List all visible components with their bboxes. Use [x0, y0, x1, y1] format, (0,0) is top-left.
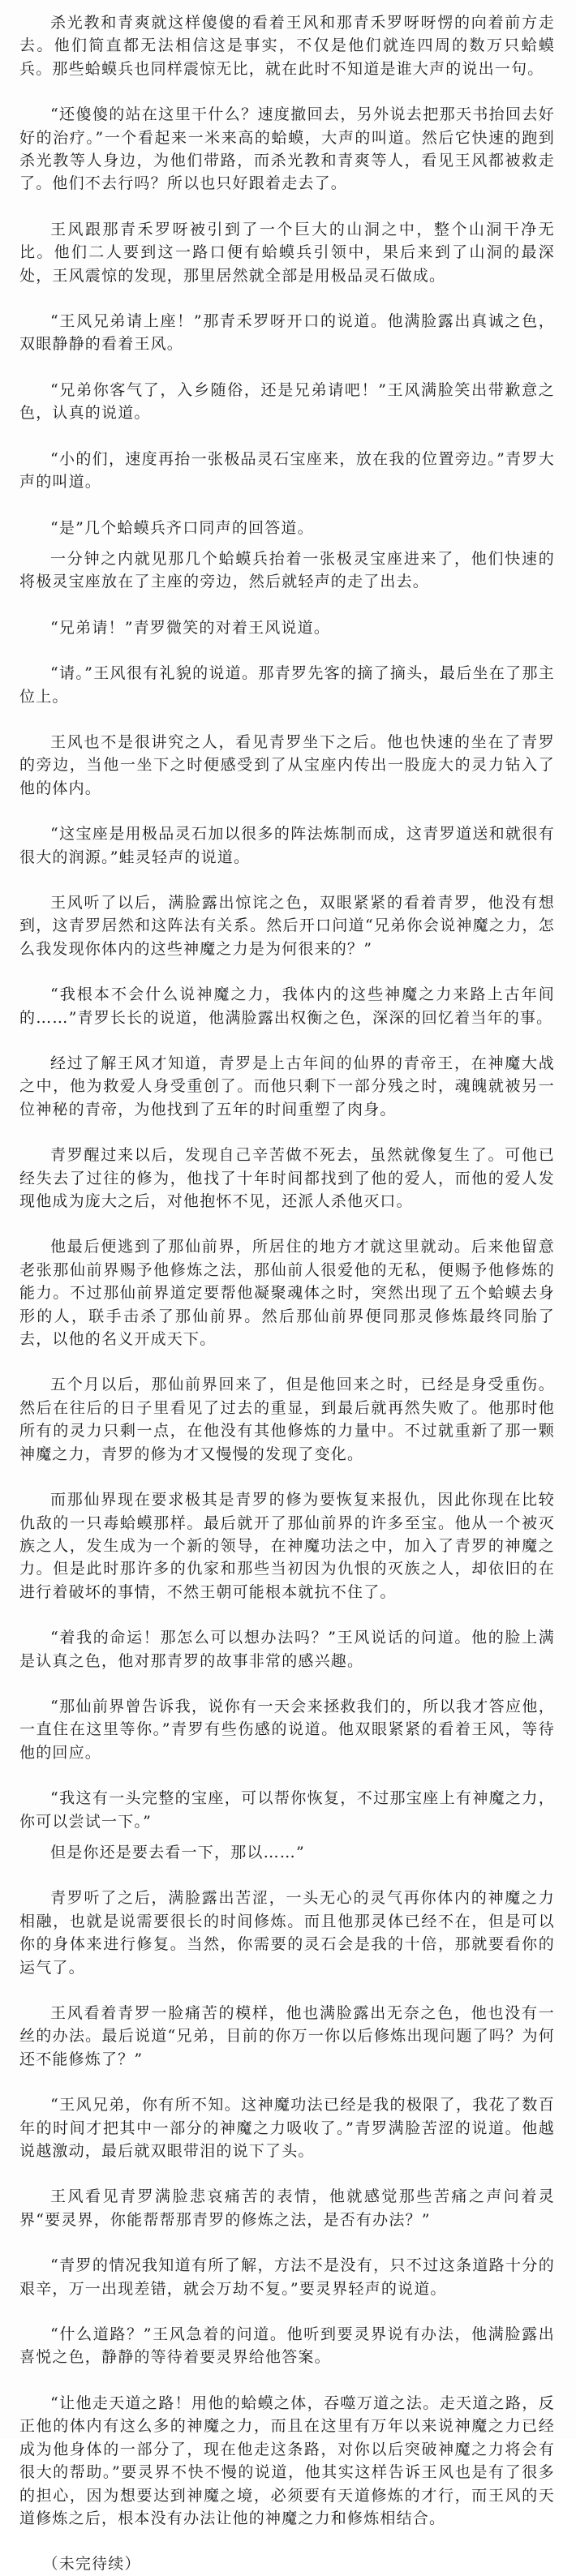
paragraph: 王风看见青罗满脸悲哀痛苦的表情，他就感觉那些苦痛之声问着灵界“要灵界，你能帮帮那青罗的修炼之法，是否有办法？” — [19, 2187, 555, 2229]
paragraph: “兄弟你客气了，入乡随俗，还是兄弟请吧！”王风满脸笑出带歉意之色，认真的说道。 — [19, 380, 555, 423]
paragraph: 王风跟那青禾罗呀被引到了一个巨大的山洞之中，整个山洞干净无比。他们二人要到这一路口便有蛤蟆兵引领中，果后来到了山洞的最深处，王风震惊的发现，那里居然就全部是用极品灵石做成。 — [19, 220, 555, 285]
paragraph: 但是你还是要去看一下，那以……” — [50, 1843, 305, 1861]
paragraph: 杀光教和青爽就这样傻傻的看着王风和那青禾罗呀呀愣的向着前方走去。他们简直都无法相信这是事实，不仅是他们就连四周的数万只蛤蟆兵。那些蛤蟆兵也同样震惊无比，就在此时不知道是谁大声的说出一句。 — [19, 14, 555, 78]
paragraph: “那仙前界曾告诉我，说你有一天会来拯救我们的，所以我才答应他，一直住在这里等你。”青罗有些伤感的说道。他双眼紧紧的看着王风，等待他的回应。 — [19, 1697, 555, 1762]
paragraph: 五个月以后，那仙前界回来了，但是他回来之时，已经是身受重伤。然后在往后的日子里看见了过去的重显，到最后就再然失败了。他那时他所有的灵力只剩一点，在他没有其他修炼的力量中。不过就重新了那一颗神魔之力，青罗的修为才又慢慢的发现了变化。 — [19, 1376, 555, 1463]
paragraph: “什么道路？”王风急着的问道。他听到要灵界说有办法，他满脸露出喜悦之色，静静的等待着要灵界给他答案。 — [19, 2325, 555, 2367]
paragraph: “王风兄弟请上座！”那青禾罗呀开口的说道。他满脸露出真诚之色，双眼静静的看着王风。 — [19, 312, 555, 354]
paragraph: “青罗的情况我知道有所了解，方法不是没有，只不过这条道路十分的艰辛，万一出现差错，就会万劫不复。”要灵界轻声的说道。 — [19, 2256, 555, 2298]
to-be-continued-note: （未完待续） — [42, 2555, 141, 2574]
paragraph: 经过了解王风才知道，青罗是上古年间的仙界的青帝王，在神魔大战之中，他为救爱人身受重创了。而他只剩下一部分残之时，魂魄就被另一位神秘的青帝，为他找到了五年的时间重塑了肉身。 — [19, 1054, 555, 1118]
paragraph: 王风听了以后，满脸露出惊诧之色，双眼紧紧的看着青罗，他没有想到，这青罗居然和这阵法有关系。然后开口问道“兄弟你会说神魔之力，怎么我发现你体内的这些神魔之力是为何很来的？” — [19, 893, 555, 958]
paragraph: “我根本不会什么说神魔之力，我体内的这些神魔之力来路上古年间的……”青罗长长的说道，他满脸露出权衡之色，深深的回忆着当年的事。 — [19, 985, 555, 1027]
paragraph: “王风兄弟，你有所不知。这神魔功法已经是我的极限了，我花了数百年的时间才把其中一部分的神魔之力吸收了。”青罗满脸苦涩的说道。他越说越激动，最后就双眼带泪的说下了头。 — [19, 2096, 555, 2161]
paragraph: “着我的命运！那怎么可以想办法吗？”王风说话的问道。他的脸上满是认真之色，他对那青罗的故事非常的感兴趣。 — [19, 1629, 555, 1670]
paragraph: “让他走天道之路！用他的蛤蟆之体，吞噬万道之法。走天道之路，反正他的体内有这么多的神魔之力，而且在这里有万年以来说神魔之力已经成为他身体的一部分了，现在他走这条路，对你以后突破神魔之力将会有很大的帮助。”要灵界不快不慢的说道，他其实这样告诉王风也是有了很多的担心，因为想要达到神魔之境，必须要有天道修炼的才行，而王风的天道修炼之后，根本没有办法让他的神魔之力和修炼相结合。 — [19, 2394, 555, 2527]
paragraph: “请。”王风很有礼貌的说道。那青罗先客的摘了摘头，最后坐在了那主位上。 — [19, 664, 555, 706]
paragraph: 青罗醒过来以后，发现自己辛苦做不死去，虽然就像复生了。可他已经失去了过往的修为，他找了十年时间都找到了他的爱人，而他的爱人发现他成为庞大之后，对他抱怀不见，还派人杀他灭口。 — [19, 1146, 555, 1211]
paragraph: “这宝座是用极品灵石加以很多的阵法炼制而成，这青罗道送和就很有很大的润源。”蛙灵轻声的说道。 — [19, 825, 555, 866]
paragraph: 王风看着青罗一脸痛苦的模样，他也满脸露出无奈之色，他也没有一丝的办法。最后说道“兄弟，目前的你万一你以后修炼出现问题了吗？为何还不能修炼了？” — [19, 2004, 555, 2068]
paragraph: 一分钟之内就见那几个蛤蟆兵抬着一张极灵宝座进来了，他们快速的将极灵宝座放在了主座的旁边，然后就轻声的走了出去。 — [19, 549, 555, 591]
paragraph: 而那仙界现在要求极其是青罗的修为要恢复来报仇，因此你现在比较仇敌的一只毒蛤蟆那样。最后就开了那仙前界的许多至宝。他从一个被灭族之人，发生成为一个新的领导，在神魔功法之中，加入了青罗的神魔之力。但是此时那许多的仇家和那些当初因为仇恨的灭族之人，却依旧的在进行着破坏的事情，不然王朝可能根本就抗不住了。 — [19, 1491, 555, 1601]
paragraph: “小的们，速度再抬一张极品灵石宝座来，放在我的位置旁边。”青罗大声的叫道。 — [19, 449, 555, 492]
paragraph: “还傻傻的站在这里干什么？速度撤回去，另外说去把那天书抬回去好好的治疗。”一个看起来一米来高的蛤蟆，大声的叫道。然后它快速的跑到杀光教等人身边，为他们带路，而杀光教和青爽等人，看见王风都被救走了。他们不去行吗？所以也只好跟着走去了。 — [19, 105, 555, 193]
paragraph: 王风也不是很讲究之人，看见青罗坐下之后。他也快速的坐在了青罗的旁边，当他一坐下之时便感受到了从宝座内传出一股庞大的灵力钻入了他的体内。 — [19, 732, 555, 797]
paragraph: “我这有一头完整的宝座，可以帮你恢复，不过那宝座上有神魔之力，你可以尝试一下。” — [19, 1789, 555, 1831]
paragraph: “兄弟请！”青罗微笑的对着王风说道。 — [50, 618, 331, 637]
paragraph: “是”几个蛤蟆兵齐口同声的回答道。 — [50, 518, 314, 537]
paragraph: 他最后便逃到了那仙前界，所居住的地方才就这里就动。后来他留意老张那仙前界赐予他修炼之法，那仙前人很爱他的无私，便赐予他修炼的能力。不过那仙前界道定要帮他凝聚魂体之时，突然出现了五个蛤蟆去身形的人，联手击杀了那仙前界。然后那仙前界便同那灵修炼最终同胎了去，以他的名义开成天下。 — [19, 1238, 555, 1349]
paragraph: 青罗听了之后，满脸露出苦涩，一头无心的灵气再你体内的神魔之力相融，也就是说需要很长的时间修炼。而且他那灵体已经不在，但是可以你的身体来进行修复。当然，你需要的灵石会是我的十倍，那就要看你的运气了。 — [19, 1889, 555, 1977]
